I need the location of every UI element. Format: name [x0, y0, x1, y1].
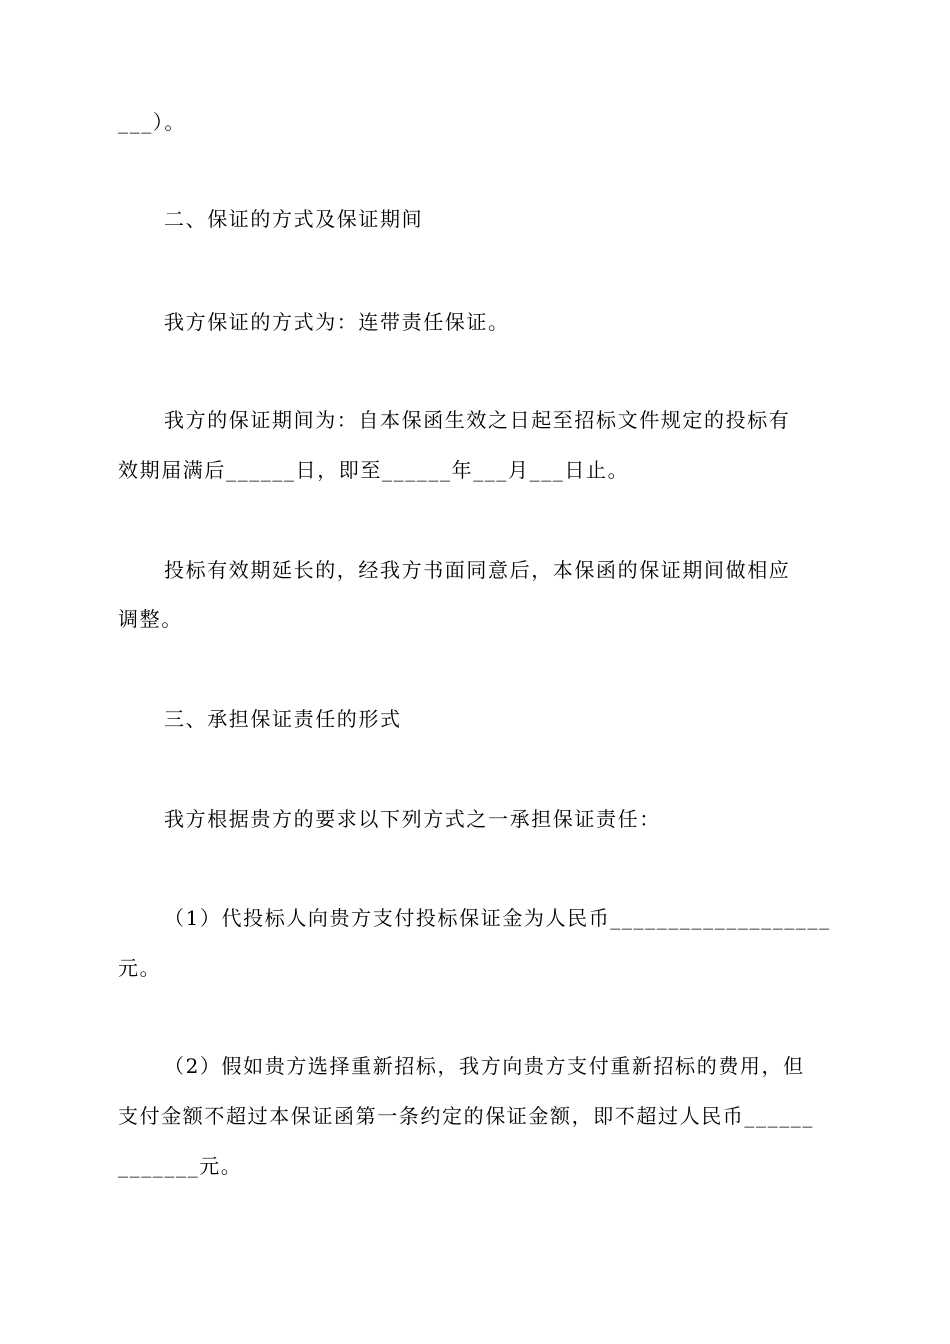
paragraph-guarantee-method: 我方保证的方式为：连带责任保证。 [164, 310, 510, 334]
paragraph-extension-line1: 投标有效期延长的，经我方书面同意后，本保函的保证期间做相应 [164, 558, 791, 582]
paragraph-liability-intro: 我方根据贵方的要求以下列方式之一承担保证责任： [164, 807, 661, 831]
clause-1-line2: 元。 [118, 956, 162, 980]
paragraph-guarantee-period-line2: 效期届满后______日，即至______年___月___日止。 [118, 458, 630, 482]
clause-2-line1: （2）假如贵方选择重新招标，我方向贵方支付重新招标的费用，但 [164, 1054, 805, 1078]
clause-2-line3: _______元。 [118, 1154, 243, 1178]
paragraph-guarantee-period-line1: 我方的保证期间为：自本保函生效之日起至招标文件规定的投标有 [164, 408, 791, 432]
paragraph-extension-line2: 调整。 [118, 607, 183, 631]
section-heading-2: 二、保证的方式及保证期间 [164, 207, 424, 231]
text-line-continuation: ___）。 [118, 110, 186, 134]
clause-1-line1: （1）代投标人向贵方支付投标保证金为人民币___________________ [164, 906, 831, 930]
clause-2-line2: 支付金额不超过本保证函第一条约定的保证金额，即不超过人民币______ [118, 1104, 814, 1128]
section-heading-3: 三、承担保证责任的形式 [164, 707, 402, 731]
